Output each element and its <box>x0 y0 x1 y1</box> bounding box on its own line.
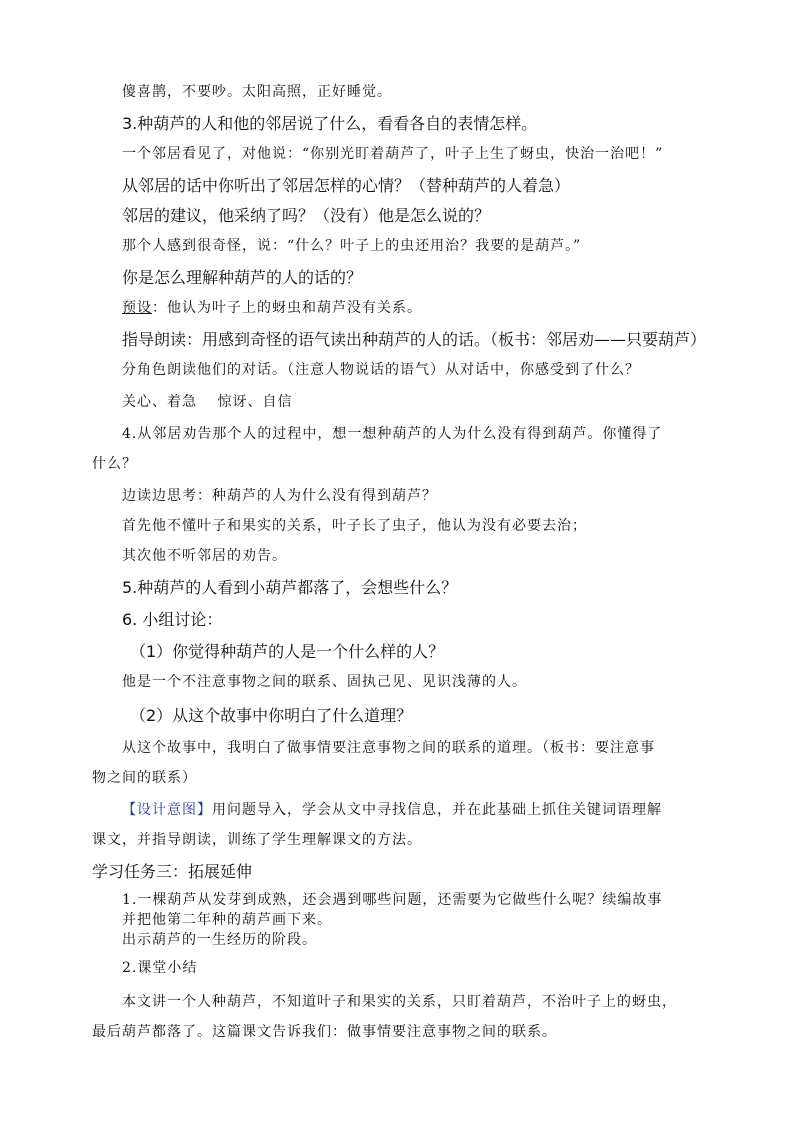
text-line: 课文，并指导朗读，训练了学生理解课文的方法。 <box>92 832 422 848</box>
text-line: 指导朗读：用感到奇怪的语气读出种葫芦的人的话。（板书：邻居劝——只要葫芦） <box>122 330 707 349</box>
question-4: 4.从邻居劝告那个人的过程中，想一想种葫芦的人为什么没有得到葫芦。你懂得了 <box>122 426 663 442</box>
text-line: 分角色朗读他们的对话。（注意人物说话的语气）从对话中，你感受到了什么？ <box>122 362 640 378</box>
text-line: 首先他不懂叶子和果实的关系，叶子长了虫子，他认为没有必要去治； <box>122 518 587 534</box>
text-line: 关心、着急 惊讶、自信 <box>122 394 293 410</box>
text-line: 他是一个不注意事物之间的联系、固执己见、见识浅薄的人。 <box>122 674 527 690</box>
text-line: 从这个故事中，我明白了做事情要注意事物之间的联系的道理。（板书：要注意事 <box>122 740 655 756</box>
task-2: 2.课堂小结 <box>122 960 198 976</box>
preset-label: 预设 <box>122 300 152 316</box>
text-line: 本文讲一个人种葫芦，不知道叶子和果实的关系，只盯着葫芦，不治叶子上的蚜虫， <box>122 994 677 1010</box>
text-line: 那个人感到很奇怪，说：“什么？叶子上的虫还用治？我要的是葫芦。” <box>122 238 582 254</box>
preset-text: ：他认为叶子上的蚜虫和葫芦没有关系。 <box>152 300 422 316</box>
question-5: 5.种葫芦的人看到小葫芦都落了，会想些什么？ <box>122 578 458 597</box>
text-line: 边读边思考：种葫芦的人为什么没有得到葫芦？ <box>122 488 437 504</box>
text-line: 傻喜鹊，不要吵。太阳高照，正好睡觉。 <box>122 84 392 100</box>
text-line: 并把他第二年种的葫芦画下来。 <box>122 912 332 928</box>
task-1: 1.一棵葫芦从发芽到成熟，还会遇到哪些问题，还需要为它做些什么呢？续编故事 <box>122 892 663 908</box>
section-heading: 学习任务三：拓展延伸 <box>92 862 253 881</box>
design-note-label: 【设计意图】 <box>122 802 212 818</box>
design-note <box>122 802 662 820</box>
text-line: 其次他不听邻居的劝告。 <box>122 548 287 564</box>
sub-question-1: （1）你觉得种葫芦的人是一个什么样的人？ <box>130 642 445 661</box>
sub-question-2: （2）从这个故事中你明白了什么道理？ <box>130 706 413 725</box>
text-line: 物之间的联系） <box>92 770 197 786</box>
design-note-text: 用问题导入，学会从文中寻找信息，并在此基础上抓住关键词语理解 <box>212 802 662 818</box>
question-3: 3.种葫芦的人和他的邻居说了什么，看看各自的表情怎样。 <box>122 114 538 133</box>
text-line: 一个邻居看见了，对他说：“你别光盯着葫芦了，叶子上生了蚜虫，快治一治吧！” <box>122 146 664 162</box>
text-line: 你是怎么理解种葫芦的人的话的？ <box>122 268 363 287</box>
text-line: 出示葫芦的一生经历的阶段。 <box>122 932 317 948</box>
text-line: 邻居的建议，他采纳了吗？（没有）他是怎么说的？ <box>122 206 491 225</box>
text-line: 从邻居的话中你听出了邻居怎样的心情？（替种葫芦的人着急） <box>122 176 571 195</box>
text-line: 什么？ <box>92 456 137 472</box>
question-6: 6. 小组讨论： <box>122 610 223 629</box>
text-line <box>122 300 422 318</box>
text-line: 最后葫芦都落了。这篇课文告诉我们：做事情要注意事物之间的联系。 <box>92 1024 557 1040</box>
